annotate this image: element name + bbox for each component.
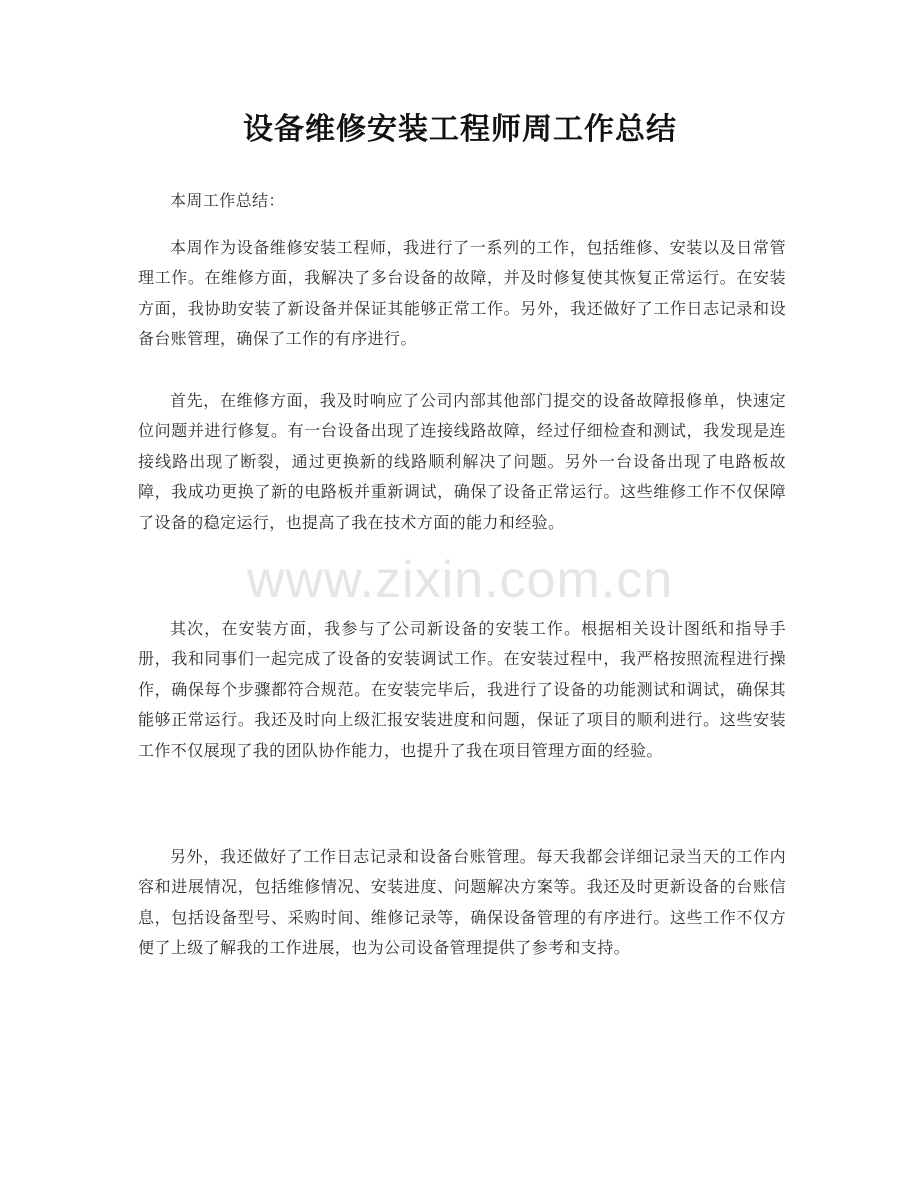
- paragraph-3: 其次，在安装方面，我参与了公司新设备的安装工作。根据相关设计图纸和指导手册，我和同事们一起完成了设备的安装调试工作。在安装过程中，我严格按照流程进行操作，确保每个步骤都符合规范。在安装完毕后，我进行了设备的功能测试和调试，确保其能够正常运行。我还及时向上级汇报安装进度和问题，保证了项目的顺利进行。这些安装工作不仅展现了我的团队协作能力，也提升了我在项目管理方面的经验。: [138, 619, 786, 760]
- paragraph-block-2: [138, 386, 786, 538]
- paragraph-block-4: [138, 842, 786, 964]
- watermark: www.zixin.com.cn: [246, 551, 674, 609]
- paragraph-block-3: [138, 614, 786, 766]
- paragraph-block-1: [138, 233, 786, 355]
- document-title: 设备维修安装工程师周工作总结: [243, 112, 677, 147]
- paragraph-2: 首先，在维修方面，我及时响应了公司内部其他部门提交的设备故障报修单，快速定位问题并进行修复。有一台设备出现了连接线路故障，经过仔细检查和测试，我发现是连接线路出现了断裂，通过更换新的线路顺利解决了问题。另外一台设备出现了电路板故障，我成功更换了新的电路板并重新调试，确保了设备正常运行。这些维修工作不仅保障了设备的稳定运行，也提高了我在技术方面的能力和经验。: [138, 391, 786, 532]
- paragraph-4: 另外，我还做好了工作日志记录和设备台账管理。每天我都会详细记录当天的工作内容和进展情况，包括维修情况、安装进度、问题解决方案等。我还及时更新设备的台账信息，包括设备型号、采购时间、维修记录等，确保设备管理的有序进行。这些工作不仅方便了上级了解我的工作进展，也为公司设备管理提供了参考和支持。: [138, 847, 786, 958]
- section-heading-block: [138, 186, 786, 216]
- section-heading: 本周工作总结：: [170, 191, 285, 210]
- paragraph-1: 本周作为设备维修安装工程师，我进行了一系列的工作，包括维修、安装以及日常管理工作。在维修方面，我解决了多台设备的故障，并及时修复使其恢复正常运行。在安装方面，我协助安装了新设备并保证其能够正常工作。另外，我还做好了工作日志记录和设备台账管理，确保了工作的有序进行。: [138, 238, 786, 349]
